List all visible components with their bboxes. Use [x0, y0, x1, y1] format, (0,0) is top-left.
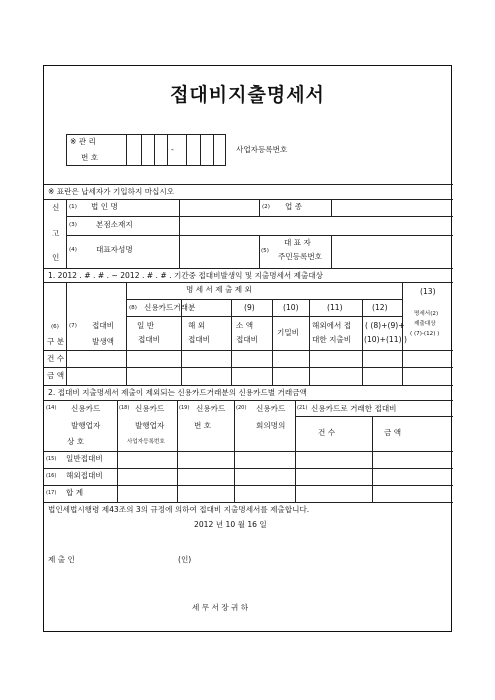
col-num-19: (19): [179, 405, 190, 411]
section2-title: 2. 접대비 지출명세서 제출이 제외되는 신용카드거래분의 신용카드별 거래금액: [48, 388, 307, 397]
addressee: 세 무 서 장 귀 하: [192, 603, 249, 612]
col-expense-label-2: 발생액: [92, 337, 115, 346]
management-dash: -: [171, 145, 174, 154]
corp-name-field[interactable]: [180, 200, 258, 215]
submitter-label: 제 출 인: [48, 555, 75, 564]
col-abroad-1: 해외에서 접: [312, 321, 352, 330]
rep-id-field[interactable]: [332, 236, 452, 267]
management-label-2: 번 호: [81, 153, 99, 162]
col-small-1: 소 액: [236, 321, 254, 330]
col-category-label: 구 분: [47, 337, 65, 346]
col-num-10: (10): [283, 303, 299, 312]
col-abroad-2: 대한 지출비: [312, 335, 352, 344]
col-num-9: (9): [244, 303, 255, 312]
expense-statement-form: [43, 65, 452, 632]
overseas-expense-fields[interactable]: [118, 469, 452, 484]
total-row: 합 계: [66, 488, 84, 497]
card-amount-label: 금 액: [384, 428, 402, 437]
col-expense-label-1: 접대비: [92, 321, 115, 330]
amount-row-fields[interactable]: [67, 368, 452, 384]
business-type-field[interactable]: [332, 200, 452, 215]
field-num-4: (4): [69, 247, 77, 253]
card-count-label: 건 수: [318, 428, 336, 437]
col-num-21: (21): [297, 405, 308, 411]
issuer-reg-3: 사업자등록번호: [127, 439, 165, 445]
field-num-3: (3): [69, 222, 77, 228]
col-num-7: (7): [69, 323, 77, 329]
issuer-name-3: 상 호: [67, 437, 85, 446]
col-small-2: 접대비: [236, 335, 259, 344]
card-expense-label: 신용카드로 거래한 접대비: [311, 404, 397, 413]
card-number-2: 번 호: [194, 421, 212, 430]
card-holder-1: 신용카드: [256, 404, 286, 413]
col-secret-label: 기밀비: [277, 328, 300, 337]
col-num-14: (14): [46, 405, 57, 411]
exclusion-header: 명 세 서 제 출 제 외: [186, 285, 252, 294]
issuer-reg-2: 발행업자: [135, 421, 165, 430]
col-target-1: 명세서(2): [414, 311, 439, 317]
general-expense-fields[interactable]: [118, 452, 452, 467]
total-fields[interactable]: [118, 486, 452, 501]
count-row-fields[interactable]: [67, 351, 452, 366]
col-num-18: (18): [119, 405, 130, 411]
row-num-17: (17): [46, 490, 57, 496]
col-num-6: (6): [51, 324, 59, 330]
col-target-3: ( (7)-(12) ): [410, 331, 440, 337]
col-sum-2: (10)+(11) ): [364, 335, 407, 344]
row-num-16: (16): [46, 473, 57, 479]
applicant-side-3: 인: [52, 253, 60, 262]
col-num-20: (20): [236, 405, 247, 411]
col-sum-1: ( (8)+(9)+: [365, 321, 405, 330]
head-office-label: 본점소재지: [96, 220, 133, 229]
card-number-1: 신용카드: [196, 404, 226, 413]
rep-id-label-1: 대 표 자: [284, 238, 311, 247]
card-holder-2: 회의명의: [256, 421, 286, 430]
representative-field[interactable]: [180, 236, 258, 267]
issuer-name-1: 신용카드: [71, 404, 101, 413]
col-general-2: 접대비: [138, 335, 161, 344]
col-num-11: (11): [327, 303, 343, 312]
applicant-side-2: 고: [52, 229, 60, 238]
submission-date: 2012 년 10 월 16 일: [194, 520, 267, 529]
col-overseas-2: 접대비: [188, 335, 211, 344]
field-num-5: (5): [261, 248, 269, 254]
field-num-2: (2): [262, 204, 270, 210]
management-label-1: ※ 관 리: [70, 137, 96, 146]
business-registration-label: 사업자등록번호: [236, 145, 288, 154]
row-amount-label: 금 액: [47, 371, 65, 380]
overseas-expense-row: 해외접대비: [66, 471, 103, 480]
seal-mark: (인): [178, 555, 192, 564]
rep-id-label-2: 주민등록번호: [278, 252, 323, 261]
col-num-13: (13): [420, 287, 436, 296]
row-num-15: (15): [46, 456, 57, 462]
issuer-reg-1: 신용카드: [135, 404, 165, 413]
col-target-2: 제출대상: [414, 321, 436, 327]
col-num-8: (8): [129, 305, 137, 311]
representative-label: 대표자성명: [96, 245, 133, 254]
col-card-label: 신용카드거래분: [144, 303, 196, 312]
field-num-1: (1): [69, 204, 77, 210]
col-overseas-1: 해 외: [188, 321, 206, 330]
head-office-field[interactable]: [180, 217, 452, 234]
issuer-name-2: 발행업자: [71, 421, 101, 430]
corp-name-label: 법 인 명: [91, 202, 118, 211]
col-num-12: (12): [372, 303, 388, 312]
general-expense-row: 일반접대비: [66, 454, 103, 463]
row-count-label: 건 수: [47, 354, 65, 363]
notice-text: ※ 표란은 납세자가 기입하지 마십시오: [48, 187, 175, 196]
applicant-side-1: 신: [52, 203, 60, 212]
business-type-label: 업 종: [285, 202, 303, 211]
col-general-1: 일 반: [137, 321, 155, 330]
form-title: 접대비지출명세서: [170, 84, 325, 106]
section1-title: 1. 2012 . # . # . ~ 2012 . # . # . 기간중 접대비발생익 및 지출명세서 제출대상: [48, 271, 324, 280]
submission-statement: 법인세법시행령 제43조의 3의 규정에 의하여 접대비 지출명세서를 제출합니다.: [48, 505, 310, 514]
